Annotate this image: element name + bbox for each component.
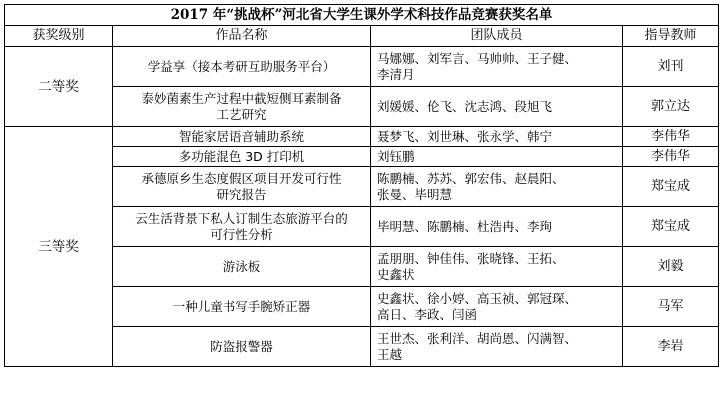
members-line: 马娜娜、刘军言、马帅帅、王子健、	[377, 50, 578, 66]
members-line: 孟朋朋、钟佳伟、张晓锋、王拓、	[377, 250, 565, 266]
header-level: 获奖级别	[5, 26, 113, 47]
work-name	[113, 167, 371, 207]
team-members	[371, 327, 623, 367]
members-line: 刘媛媛、伦飞、沈志鸿、段旭飞	[377, 98, 553, 114]
members-line: 王世杰、张利洋、胡尚恩、闪满智、	[377, 330, 578, 346]
work-line: 学益享（接本考研互助服务平台）	[147, 58, 336, 74]
team-members	[371, 287, 623, 327]
award-table-container	[4, 4, 718, 367]
members-line: 聂梦飞、刘世琳、张永学、韩宁	[377, 128, 553, 144]
members-line: 陈鹏楠、苏苏、郭宏伟、赵晨阳、	[377, 170, 565, 186]
work-line: 防盗报警器	[210, 338, 273, 354]
advisor: 郑宝成	[623, 207, 719, 247]
advisor: 李岩	[623, 327, 719, 367]
award-level-second: 二等奖	[5, 47, 113, 127]
team-members	[371, 87, 623, 127]
advisor: 李伟华	[623, 127, 719, 147]
table-title: 2017 年“挑战杯”河北省大学生课外学术科技作品竞赛获奖名单	[5, 5, 719, 26]
work-name	[113, 47, 371, 87]
work-line: 智能家居语音辅助系统	[178, 128, 304, 144]
table-row	[5, 327, 719, 367]
work-name	[113, 147, 371, 167]
header-row	[5, 26, 719, 47]
table-row	[5, 127, 719, 147]
work-line: 可行性分析	[210, 226, 273, 242]
table-row	[5, 87, 719, 127]
work-line: 云生活背景下私人订制生态旅游平台的	[135, 210, 348, 226]
work-name	[113, 247, 371, 287]
advisor: 刘刊	[623, 47, 719, 87]
work-line: 泰妙菌素生产过程中截短侧耳素制备	[141, 90, 342, 106]
advisor: 刘毅	[623, 247, 719, 287]
work-line: 游泳板	[222, 258, 261, 274]
work-name	[113, 287, 371, 327]
header-work: 作品名称	[113, 26, 371, 47]
members-line: 史鑫状、徐小婷、高玉祯、郭冠琛、	[377, 290, 578, 306]
work-line: 多功能混色 3D 打印机	[178, 148, 305, 164]
members-line: 王越	[377, 346, 403, 362]
award-table	[4, 4, 719, 367]
members-line: 张曼、毕明慧	[377, 186, 453, 202]
advisor: 马军	[623, 287, 719, 327]
work-name	[113, 87, 371, 127]
work-name	[113, 327, 371, 367]
work-line: 一种儿童书写手腕矫正器	[172, 298, 311, 314]
work-name	[113, 127, 371, 147]
header-teacher: 指导教师	[623, 26, 719, 47]
table-row	[5, 167, 719, 207]
members-line: 高日、李政、闫函	[377, 306, 478, 322]
team-members	[371, 167, 623, 207]
advisor: 郭立达	[623, 87, 719, 127]
header-members: 团队成员	[371, 26, 623, 47]
table-row	[5, 287, 719, 327]
members-line: 史鑫状	[377, 266, 415, 282]
table-row	[5, 47, 719, 87]
work-line: 工艺研究	[216, 106, 267, 122]
advisor: 郑宝成	[623, 167, 719, 207]
table-row	[5, 207, 719, 247]
title-row	[5, 5, 719, 26]
members-line: 刘钰鹏	[377, 148, 415, 164]
work-line: 承德原乡生态度假区项目开发可行性	[141, 170, 342, 186]
work-name	[113, 207, 371, 247]
team-members	[371, 207, 623, 247]
table-row	[5, 147, 719, 167]
award-level-third: 三等奖	[5, 127, 113, 367]
team-members	[371, 147, 623, 167]
members-line: 李清月	[377, 66, 415, 82]
table-row	[5, 247, 719, 287]
team-members	[371, 47, 623, 87]
advisor: 李伟华	[623, 147, 719, 167]
members-line: 毕明慧、陈鹏楠、杜浩冉、李珣	[377, 218, 553, 234]
team-members	[371, 247, 623, 287]
team-members	[371, 127, 623, 147]
work-line: 研究报告	[216, 186, 267, 202]
